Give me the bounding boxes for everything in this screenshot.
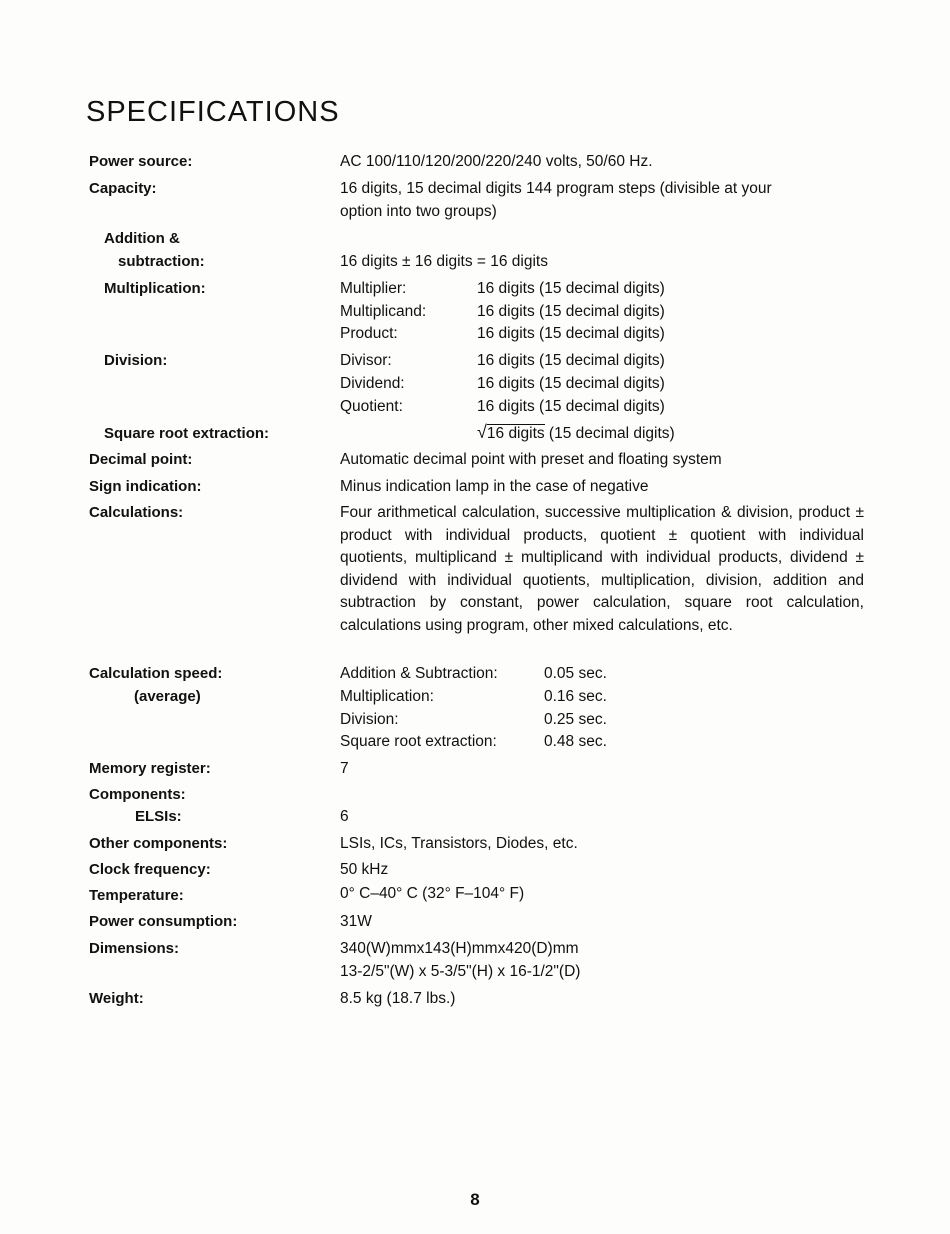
addition-value: 16 digits ± 16 digits = 16 digits [340,253,548,270]
speed-row-name: Addition & Subtraction: [340,665,498,682]
capacity-label: Capacity: [89,180,157,197]
multiplier-value: 16 digits (15 decimal digits) [477,280,665,297]
decimal-point-label: Decimal point: [89,451,193,468]
radical-sign: √ [477,422,487,442]
quotient-name: Quotient: [340,398,403,415]
sign-indication-label: Sign indication: [89,478,202,495]
divisor-name: Divisor: [340,352,392,369]
power-consumption-label: Power consumption: [89,913,238,930]
power-source-label: Power source: [89,153,193,170]
other-components-value: LSIs, ICs, Transistors, Diodes, etc. [340,835,578,852]
page-number: 8 [470,1190,480,1209]
multiplicand-name: Multiplicand: [340,303,427,320]
multiplication-label: Multiplication: [104,280,206,297]
calculation-speed-label: Calculation speed: [89,665,223,682]
speed-row-value: 0.05 sec. [544,665,607,682]
square-root-value [477,422,675,443]
components-label: Components: [89,786,186,803]
division-label: Division: [104,352,168,369]
elsis-label: ELSIs: [135,808,182,825]
temperature-label: Temperature: [89,887,184,904]
dimensions-imperial: 13-2/5"(W) x 5-3/5"(H) x 16-1/2"(D) [340,963,581,980]
speed-row-name: Square root extraction: [340,733,497,750]
elsis-value: 6 [340,808,349,825]
addition-label-line1: Addition & [104,230,180,247]
memory-register-value: 7 [340,760,349,777]
speed-row-value: 0.48 sec. [544,733,607,750]
dividend-name: Dividend: [340,375,405,392]
temperature-value: 0° C–40° C (32° F–104° F) [340,885,525,902]
power-consumption-value: 31W [340,913,372,930]
square-root-label: Square root extraction: [104,425,270,442]
speed-row-name: Multiplication: [340,688,434,705]
other-components-label: Other components: [89,835,228,852]
clock-frequency-value: 50 kHz [340,861,389,878]
product-value: 16 digits (15 decimal digits) [477,325,665,342]
calculations-value: Four arithmetical calculation, successive multiplication & division, product ± product with individual products, quotient ± quotient with individual quotients, multiplicand ± multiplicand with individual products, dividend ± dividend with individual quotients, multiplication, division, addition and subtraction by constant, power calculation, square root calculation, calculations using program, other mixed calculations, etc. [340,504,864,634]
capacity-value-line2: option into two groups) [340,203,497,220]
speed-row-name: Division: [340,711,399,728]
addition-label-line2: subtraction: [118,253,205,270]
product-name: Product: [340,325,398,342]
sign-indication-value: Minus indication lamp in the case of negative [340,478,649,495]
dimensions-metric: 340(W)mmx143(H)mmx420(D)mm [340,940,579,957]
clock-frequency-label: Clock frequency: [89,861,211,878]
speed-row-value: 0.25 sec. [544,711,607,728]
decimal-point-value: Automatic decimal point with preset and floating system [340,451,722,468]
weight-label: Weight: [89,990,144,1007]
capacity-value-line1: 16 digits, 15 decimal digits 144 program steps (divisible at your [340,180,772,197]
multiplier-name: Multiplier: [340,280,407,297]
radicand: 16 digits [486,425,545,442]
square-root-suffix: (15 decimal digits) [544,425,675,442]
calculations-label: Calculations: [89,504,184,521]
dimensions-label: Dimensions: [89,940,180,957]
memory-register-label: Memory register: [89,760,211,777]
dividend-value: 16 digits (15 decimal digits) [477,375,665,392]
multiplicand-value: 16 digits (15 decimal digits) [477,303,665,320]
quotient-value: 16 digits (15 decimal digits) [477,398,665,415]
weight-value: 8.5 kg (18.7 lbs.) [340,990,456,1007]
calculation-speed-average: (average) [134,688,201,705]
power-source-value: AC 100/110/120/200/220/240 volts, 50/60 Hz. [340,153,653,170]
page-title: SPECIFICATIONS [86,96,340,128]
divisor-value: 16 digits (15 decimal digits) [477,352,665,369]
speed-row-value: 0.16 sec. [544,688,607,705]
